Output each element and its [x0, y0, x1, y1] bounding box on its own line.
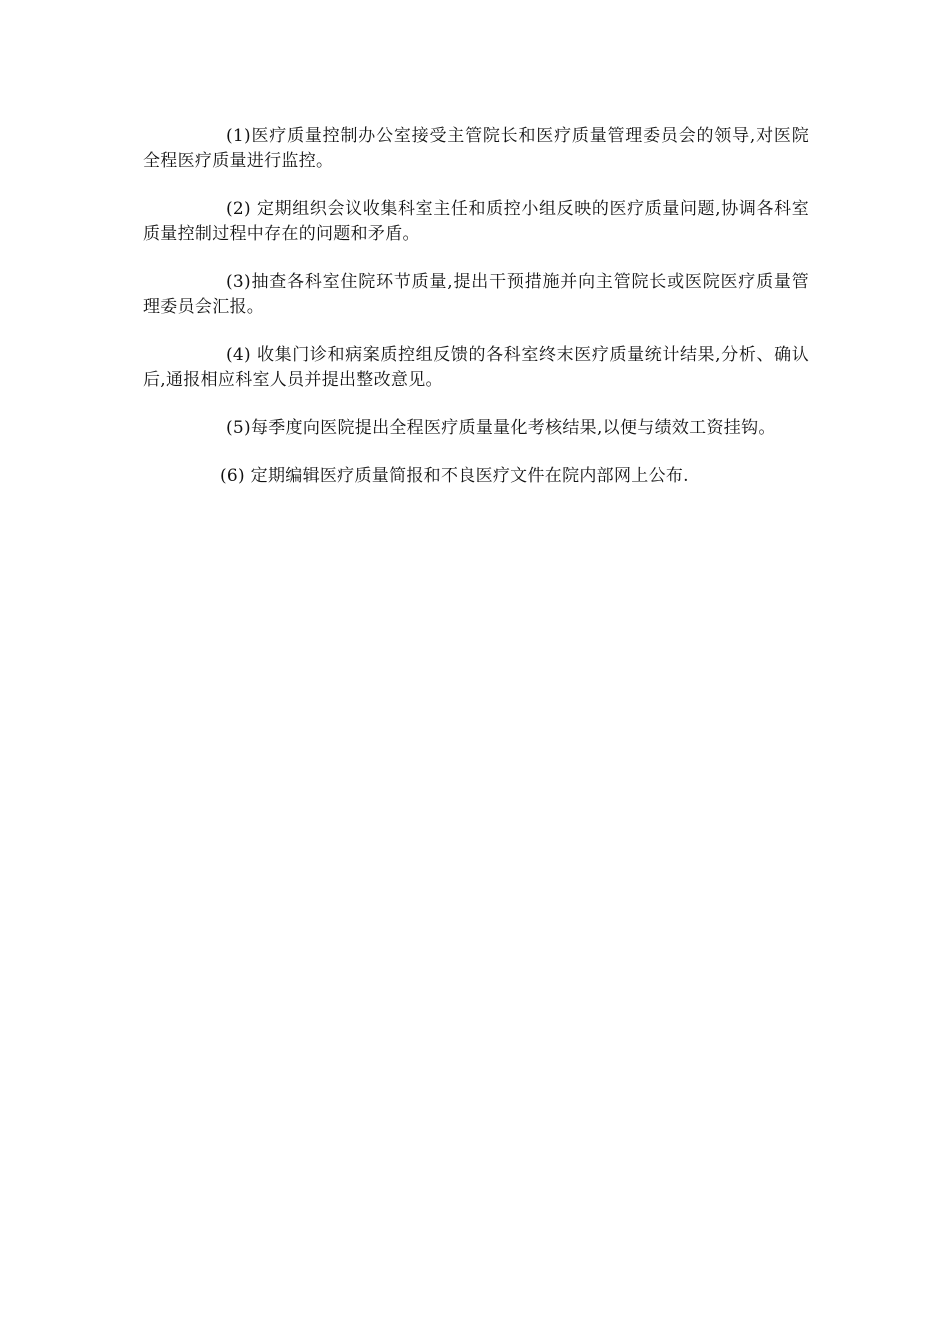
- paragraph-6: (6) 定期编辑医疗质量简报和不良医疗文件在院内部网上公布.: [220, 466, 689, 486]
- paragraph-1: (1)医疗质量控制办公室接受主管院长和医疗质量管理委员会的领导,对医院全程医疗质量进行监控。: [143, 126, 809, 171]
- paragraph-3: (3)抽查各科室住院环节质量,提出干预措施并向主管院长或医院医疗质量管理委员会汇报。: [143, 272, 809, 317]
- paragraph-2: (2) 定期组织会议收集科室主任和质控小组反映的医疗质量问题,协调各科室质量控制过程中存在的问题和矛盾。: [143, 199, 809, 244]
- paragraph-5: (5)每季度向医院提出全程医疗质量量化考核结果,以便与绩效工资挂钩。: [226, 418, 776, 438]
- document-body: [143, 124, 809, 512]
- paragraph-4: (4) 收集门诊和病案质控组反馈的各科室终末医疗质量统计结果,分析、确认后,通报相应科室人员并提出整改意见。: [143, 345, 809, 390]
